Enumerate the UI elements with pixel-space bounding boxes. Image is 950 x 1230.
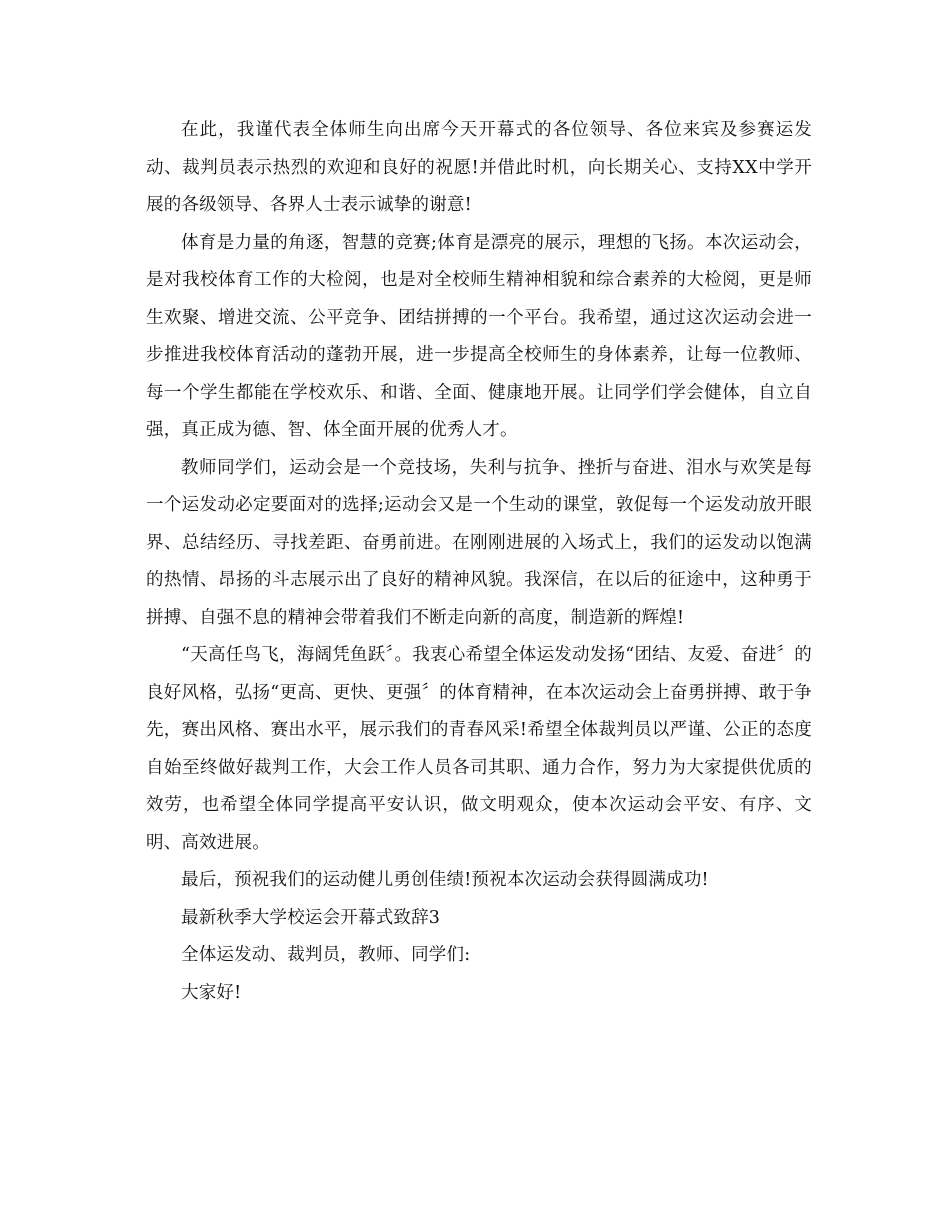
paragraph-closing-wish: 最后，预祝我们的运动健儿勇创佳绩!预祝本次运动会获得圆满成功! bbox=[181, 870, 709, 890]
greeting: 大家好! bbox=[181, 982, 242, 1003]
document-body bbox=[146, 112, 812, 1012]
section-heading: 最新秋季大学校运会开幕式致辞3 bbox=[181, 907, 441, 928]
paragraph-hopes: “天高任鸟飞，海阔凭鱼跃〞。我衷心希望全体运发动发扬“团结、友爱、奋进〞的良好风格，弘扬“更高、更快、更强〞的体育精神，在本次运动会上奋勇拼搏、敢于争先，赛出风格、赛出水平，展示我们的青春风采!希望全体裁判员以严谨、公正的态度自始至终做好裁判工作，大会工作人员各司其职、通力合作，努力为大家提供优质的效劳，也希望全体同学提高平安认识，做文明观众，使本次运动会平安、有序、文明、高效进展。 bbox=[146, 645, 812, 853]
salutation: 全体运发动、裁判员，教师、同学们: bbox=[181, 945, 471, 965]
paragraph-sports-meaning: 体育是力量的角逐，智慧的竞赛;体育是漂亮的展示，理想的飞扬。本次运动会，是对我校体育工作的大检阅，也是对全校师生精神相貌和综合素养的大检阅，更是师生欢聚、增进交流、公平竞争、团结拼搏的一个平台。我希望，通过这次运动会进一步推进我校体育活动的蓬勃开展，进一步提高全校师生的身体素养，让每一位教师、每一个学生都能在学校欢乐、和谐、全面、健康地开展。让同学们学会健体，自立自强，真正成为德、智、体全面开展的优秀人才。 bbox=[146, 232, 812, 440]
paragraph-competition: 教师同学们，运动会是一个竞技场，失利与抗争、挫折与奋进、泪水与欢笑是每一个运发动必定要面对的选择;运动会又是一个生动的课堂，敦促每一个运发动放开眼界、总结经历、寻找差距、奋勇前进。在刚刚进展的入场式上，我们的运发动以饱满的热情、昂扬的斗志展示出了良好的精神风貌。我深信，在以后的征途中，这种勇于拼搏、自强不息的精神会带着我们不断走向新的高度，制造新的辉煌! bbox=[146, 457, 812, 628]
paragraph-welcome: 在此，我谨代表全体师生向出席今天开幕式的各位领导、各位来宾及参赛运发动、裁判员表示热烈的欢迎和良好的祝愿!并借此时机，向长期关心、支持XX中学开展的各级领导、各界人士表示诚挚的谢意! bbox=[146, 120, 812, 215]
